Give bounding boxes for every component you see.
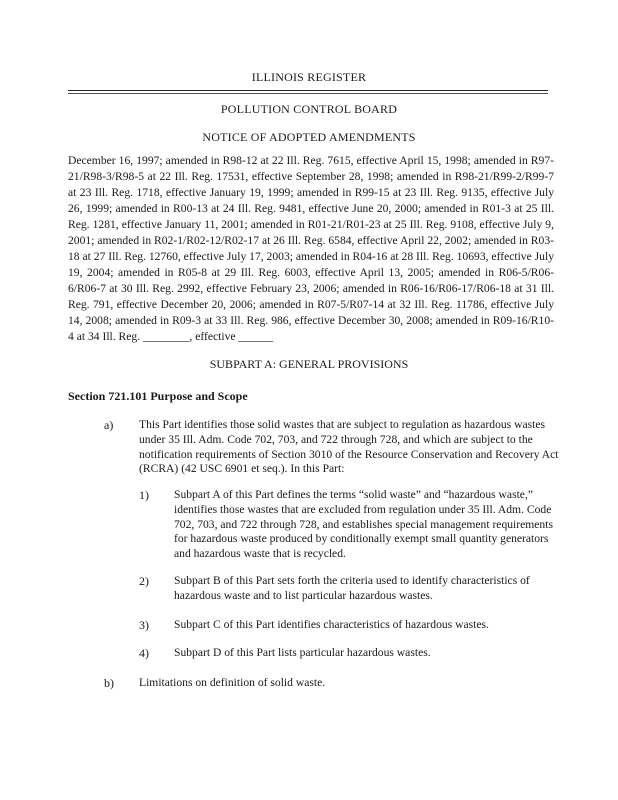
item-1-text: Subpart A of this Part defines the terms “solid waste” and “hazardous waste,” identifies those wastes that are excluded from regulation under 35 Ill. Adm. Code 702, 703, and 722 through 728, and establishes special management requirements for hazardous waste produced by conditionally exempt small quantity generators and hazardous waste that is recycled. bbox=[174, 488, 553, 561]
subpart-heading: SUBPART A: GENERAL PROVISIONS bbox=[209, 357, 409, 371]
item-4-label: 4) bbox=[139, 646, 149, 660]
notice-title: NOTICE OF ADOPTED AMENDMENTS bbox=[202, 130, 416, 144]
section-heading: Section 721.101 Purpose and Scope bbox=[68, 389, 248, 403]
item-1-label: 1) bbox=[139, 488, 149, 502]
item-3-text: Subpart C of this Part identifies characteristics of hazardous wastes. bbox=[174, 618, 489, 631]
amendment-history: December 16, 1997; amended in R98-12 at 22 Ill. Reg. 7615, effective April 15, 1998; amended in R97-21/R98-3/R98-5 at 22 Ill. Reg. 17531, effective September 28, 1998; amended in R98-21/R99-2/R99-7 at 23 Ill. Reg. 1718, effective January 19, 1999; amended in R99-15 at 23 Ill. Reg. 9135, effective July 26, 1999; amended in R00-13 at 24 Ill. Reg. 9481, effective June 20, 2000; amended in R01-3 at 25 Ill. Reg. 1281, effective January 11, 2001; amended in R01-21/R01-23 at 25 Ill. Reg. 9108, effective July 9, 2001; amended in R02-1/R02-12/R02-17 at 26 Ill. Reg. 6584, effective April 22, 2002; amended in R03-18 at 27 Ill. Reg. 12760, effective July 17, 2003; amended in R04-16 at 28 Ill. Reg. 10693, effective July 19, 2004; amended in R05-8 at 29 Ill. Reg. 6003, effective April 13, 2005; amended in R06-5/R06-6/R06-7 at 30 Ill. Reg. 2992, effective February 23, 2006; amended in R06-16/R06-17/R06-18 at 31 Ill. Reg. 791, effective December 20, 2006; amended in R07-5/R07-14 at 32 Ill. Reg. 11786, effective July 14, 2008; amended in R09-3 at 33 Ill. Reg. 986, effective December 30, 2008; amended in R09-16/R10-4 at 34 Ill. Reg. ________, effective ______ bbox=[68, 154, 554, 343]
register-title: ILLINOIS REGISTER bbox=[251, 70, 367, 84]
item-3-label: 3) bbox=[139, 618, 149, 632]
item-4-text: Subpart D of this Part lists particular hazardous wastes. bbox=[174, 646, 431, 659]
board-title: POLLUTION CONTROL BOARD bbox=[220, 102, 398, 116]
header-rule-secondary bbox=[68, 93, 548, 94]
paragraph-a-text: This Part identifies those solid wastes that are subject to regulation as hazardous wastes under 35 Ill. Adm. Code 702, 703, and 722 through 728, and which are subject to the notification requirements of Section 3010 of the Resource Conservation and Recovery Act (RCRA) (42 USC 6901 et seq.). In this Part: bbox=[139, 418, 559, 476]
header-rule bbox=[68, 90, 548, 91]
paragraph-b-text: Limitations on definition of solid waste. bbox=[139, 676, 326, 689]
item-2-text: Subpart B of this Part sets forth the criteria used to identify characteristics of hazardous waste and to list particular hazardous wastes. bbox=[174, 574, 530, 602]
item-2-label: 2) bbox=[139, 574, 149, 588]
paragraph-b-label: b) bbox=[104, 676, 114, 690]
paragraph-a-label: a) bbox=[104, 418, 114, 432]
